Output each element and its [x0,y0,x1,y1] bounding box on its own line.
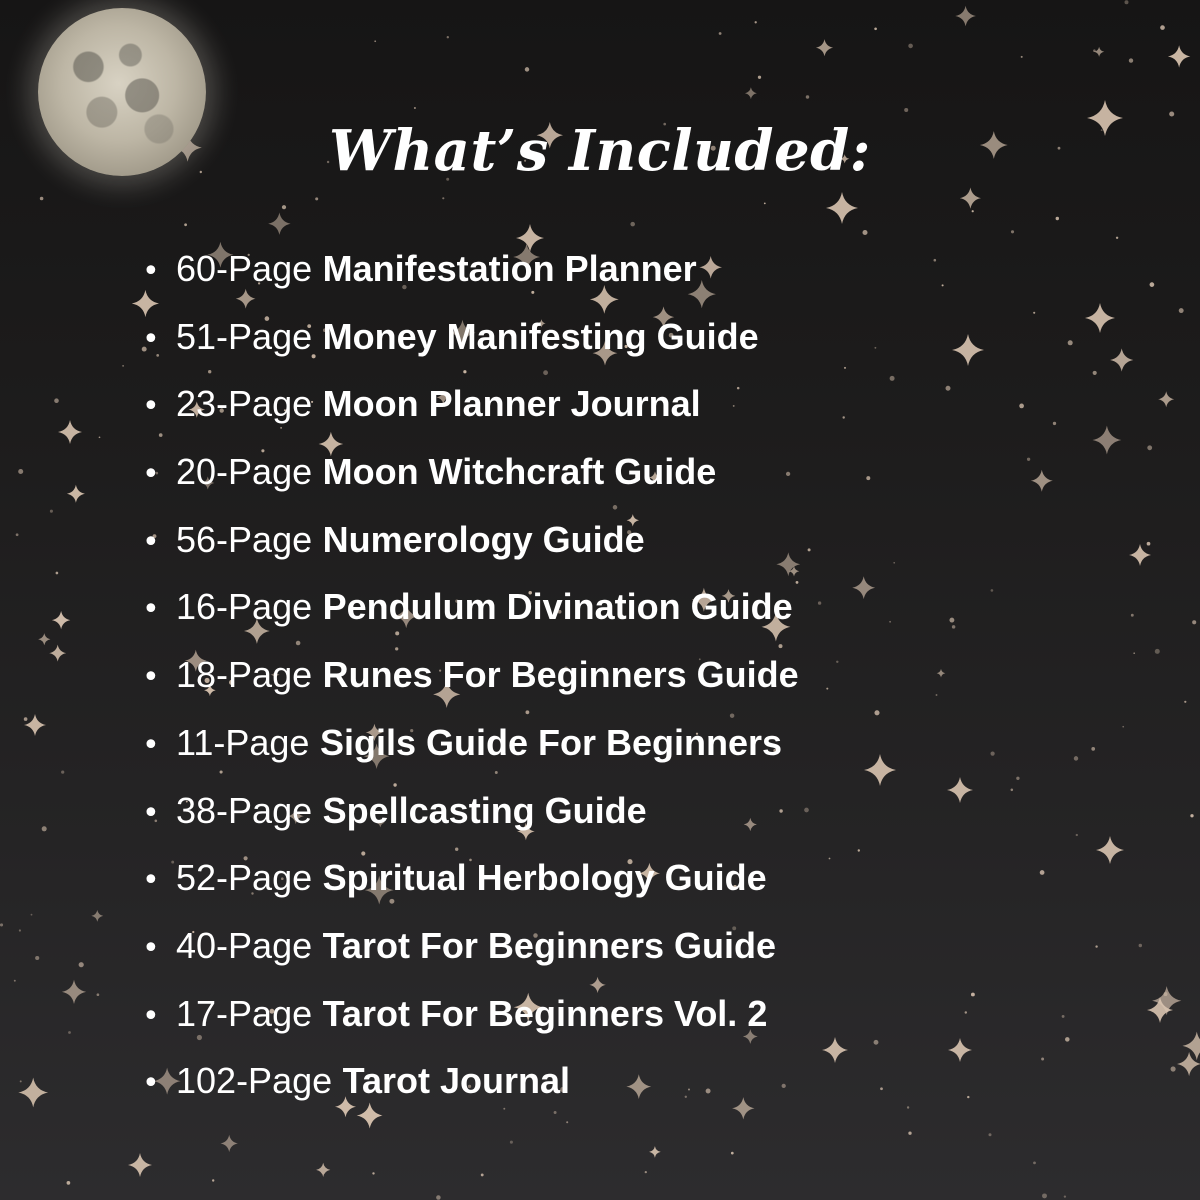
star-dot-icon [1019,404,1024,409]
star-dot-icon [942,284,944,286]
star-dot-icon [755,21,757,23]
sparkle-star-icon [62,980,86,1004]
star-dot-icon [1095,945,1097,947]
star-dot-icon [1139,944,1142,947]
star-dot-icon [481,1173,484,1176]
item-page-count: 40-Page [176,924,313,966]
sparkle-star-icon [24,714,46,736]
star-dot-icon [1155,649,1160,654]
sparkle-star-icon [864,754,896,786]
star-dot-icon [447,36,449,38]
item-page-count: 17-Page [176,992,313,1034]
star-dot-icon [874,27,877,30]
list-item [142,1058,799,1126]
star-dot-icon [1033,312,1035,314]
sparkle-star-icon [745,87,757,99]
star-dot-icon [20,1080,22,1082]
bullet-icon: • [142,389,160,425]
item-page-count: 56-Page [176,518,313,560]
star-dot-icon [14,980,16,982]
star-dot-icon [904,108,908,112]
star-dot-icon [35,956,39,960]
sparkle-star-icon [1158,391,1174,407]
star-dot-icon [1184,701,1186,703]
bullet-icon: • [142,660,160,696]
star-dot-icon [936,694,938,696]
star-dot-icon [510,1141,513,1144]
star-dot-icon [818,601,821,604]
item-title: Tarot Journal [342,1060,570,1102]
star-dot-icon [804,808,809,813]
star-dot-icon [808,548,811,551]
item-title: Runes For Beginners Guide [322,654,799,696]
item-title: Manifestation Planner [322,248,697,289]
sparkle-star-icon [816,39,833,56]
star-dot-icon [991,752,995,756]
list-item [142,517,799,585]
star-dot-icon [826,688,828,690]
sparkle-star-icon [826,192,858,224]
item-page-count: 20-Page [176,451,313,493]
item-page-count: 18-Page [176,654,313,696]
star-dot-icon [67,1181,71,1185]
sparkle-star-icon [955,6,976,27]
item-title: Numerology Guide [322,518,645,560]
bullet-icon: • [142,727,160,763]
star-dot-icon [934,259,937,262]
item-page-count: 51-Page [176,315,313,357]
star-dot-icon [874,1040,879,1045]
star-dot-icon [890,376,895,381]
star-dot-icon [952,625,956,629]
star-dot-icon [1091,747,1095,751]
star-dot-icon [18,469,23,474]
star-dot-icon [184,223,187,226]
star-dot-icon [1042,1193,1047,1198]
star-dot-icon [965,1011,967,1013]
star-dot-icon [50,510,53,513]
star-dot-icon [1074,756,1078,760]
star-dot-icon [97,993,100,996]
sparkle-star-icon [960,188,981,209]
item-page-count: 38-Page [176,789,313,831]
bullet-icon: • [142,795,160,831]
star-dot-icon [1093,371,1097,375]
bullet-icon: • [142,457,160,493]
sparkle-star-icon [221,1135,238,1152]
item-title: Spiritual Herbology Guide [322,857,767,899]
list-item [142,720,799,788]
star-dot-icon [315,197,318,200]
bullet-icon: • [142,524,160,560]
sparkle-star-icon [822,1037,848,1063]
list-item [142,788,799,856]
list-item [142,246,799,314]
star-dot-icon [19,929,21,931]
bullet-icon: • [142,1066,160,1102]
star-dot-icon [893,562,895,564]
star-dot-icon [1125,0,1129,4]
sparkle-star-icon [316,1163,330,1177]
sparkle-star-icon [1168,45,1190,67]
star-dot-icon [1129,58,1133,62]
star-dot-icon [967,1096,969,1098]
star-dot-icon [1016,777,1019,780]
item-title: Spellcasting Guide [322,789,647,831]
item-title: Moon Planner Journal [322,383,701,425]
bullet-icon: • [142,863,160,899]
sparkle-star-icon [947,777,973,803]
star-dot-icon [946,386,951,391]
star-dot-icon [414,107,416,109]
included-items-list [142,246,799,1126]
star-dot-icon [1160,25,1165,30]
list-item [142,855,799,923]
sparkle-star-icon [38,633,50,645]
star-dot-icon [1169,111,1174,116]
star-dot-icon [630,222,635,227]
star-dot-icon [442,197,444,199]
star-dot-icon [1056,217,1059,220]
item-title: Sigils Guide For Beginners [319,721,783,763]
star-dot-icon [16,533,19,536]
sparkle-star-icon [1093,426,1122,455]
sparkle-star-icon [52,611,70,629]
star-dot-icon [1147,542,1151,546]
star-dot-icon [42,826,47,831]
star-dot-icon [54,398,59,403]
star-dot-icon [56,572,59,575]
star-dot-icon [908,1132,911,1135]
page-title: What’s Included: [329,118,871,184]
sparkle-star-icon [67,485,85,503]
star-dot-icon [874,710,879,715]
sparkle-star-icon [948,1038,972,1062]
bullet-icon: • [142,998,160,1034]
star-dot-icon [1190,814,1193,817]
star-dot-icon [866,476,870,480]
star-dot-icon [436,1195,441,1200]
item-page-count: 60-Page [176,248,313,289]
sparkle-star-icon [937,669,946,678]
star-dot-icon [991,589,994,592]
sparkle-star-icon [18,1078,48,1108]
bullet-icon: • [142,930,160,966]
star-dot-icon [1041,1058,1044,1061]
star-dot-icon [79,962,84,967]
star-dot-icon [525,67,529,71]
bullet-icon: • [142,321,160,357]
star-dot-icon [68,1031,71,1034]
star-dot-icon [829,858,831,860]
sparkle-star-icon [128,1153,152,1177]
star-dot-icon [1122,726,1124,728]
star-dot-icon [949,618,954,623]
star-dot-icon [1033,1162,1036,1165]
sparkle-star-icon [1085,303,1115,333]
list-item [142,923,799,991]
star-dot-icon [99,436,101,438]
item-page-count: 52-Page [176,857,313,899]
item-page-count: 102-Page [176,1060,333,1102]
list-item [142,381,799,449]
star-dot-icon [842,416,844,418]
star-dot-icon [1171,1066,1176,1071]
star-dot-icon [731,1152,734,1155]
list-item [142,584,799,652]
sparkle-star-icon [1110,348,1133,371]
star-dot-icon [908,44,913,49]
star-dot-icon [1027,458,1030,461]
sparkle-star-icon [952,334,984,366]
item-title: Tarot For Beginners Guide [322,924,776,966]
star-dot-icon [1021,56,1023,58]
star-dot-icon [989,1133,992,1136]
star-dot-icon [806,95,809,98]
item-title: Moon Witchcraft Guide [322,451,717,493]
sparkle-star-icon [58,420,82,444]
item-page-count: 11-Page [176,721,310,763]
star-dot-icon [1192,620,1196,624]
star-dot-icon [1011,789,1014,792]
star-dot-icon [0,923,3,926]
star-dot-icon [874,347,876,349]
star-dot-icon [1116,237,1118,239]
sparkle-star-icon [268,213,290,235]
list-item [142,314,799,382]
star-dot-icon [972,210,974,212]
star-dot-icon [645,1171,647,1173]
star-dot-icon [282,205,286,209]
star-dot-icon [374,40,376,42]
star-dot-icon [1040,870,1045,875]
star-dot-icon [844,367,846,369]
star-dot-icon [880,1087,883,1090]
star-dot-icon [1062,1015,1065,1018]
star-dot-icon [1076,834,1078,836]
star-dot-icon [836,661,838,663]
star-dot-icon [1064,1195,1066,1197]
item-title: Tarot For Beginners Vol. 2 [322,992,768,1034]
list-item [142,652,799,720]
star-dot-icon [758,76,761,79]
star-dot-icon [122,365,124,367]
star-dot-icon [212,1179,214,1181]
star-dot-icon [1150,282,1155,287]
item-page-count: 23-Page [176,383,313,425]
star-dot-icon [24,717,28,721]
sparkle-star-icon [852,576,875,599]
sparkle-star-icon [1094,47,1104,57]
star-dot-icon [719,32,722,35]
star-dot-icon [764,202,766,204]
sparkle-star-icon [1031,470,1053,492]
star-dot-icon [61,770,64,773]
star-dot-icon [372,1172,374,1174]
sparkle-star-icon [649,1146,661,1158]
star-dot-icon [40,197,44,201]
star-dot-icon [1133,652,1135,654]
item-title: Money Manifesting Guide [322,315,759,357]
star-dot-icon [1147,445,1152,450]
star-dot-icon [31,914,33,916]
bullet-icon: • [142,592,160,628]
item-page-count: 16-Page [176,586,313,628]
star-dot-icon [1131,614,1134,617]
star-dot-icon [862,230,867,235]
star-dot-icon [907,1106,909,1108]
list-item [142,449,799,517]
item-title: Pendulum Divination Guide [322,586,793,628]
star-dot-icon [1065,1037,1070,1042]
star-dot-icon [858,849,860,851]
sparkle-star-icon [1129,544,1151,566]
star-dot-icon [1011,230,1014,233]
star-dot-icon [889,621,891,623]
star-dot-icon [1053,422,1056,425]
sparkle-star-icon [49,645,66,662]
star-dot-icon [1179,308,1184,313]
sparkle-star-icon [1183,1032,1200,1061]
bullet-icon: • [142,254,160,289]
list-item [142,991,799,1059]
star-dot-icon [971,993,975,997]
sparkle-star-icon [91,910,103,922]
sparkle-star-icon [1096,836,1124,864]
star-dot-icon [1068,340,1073,345]
